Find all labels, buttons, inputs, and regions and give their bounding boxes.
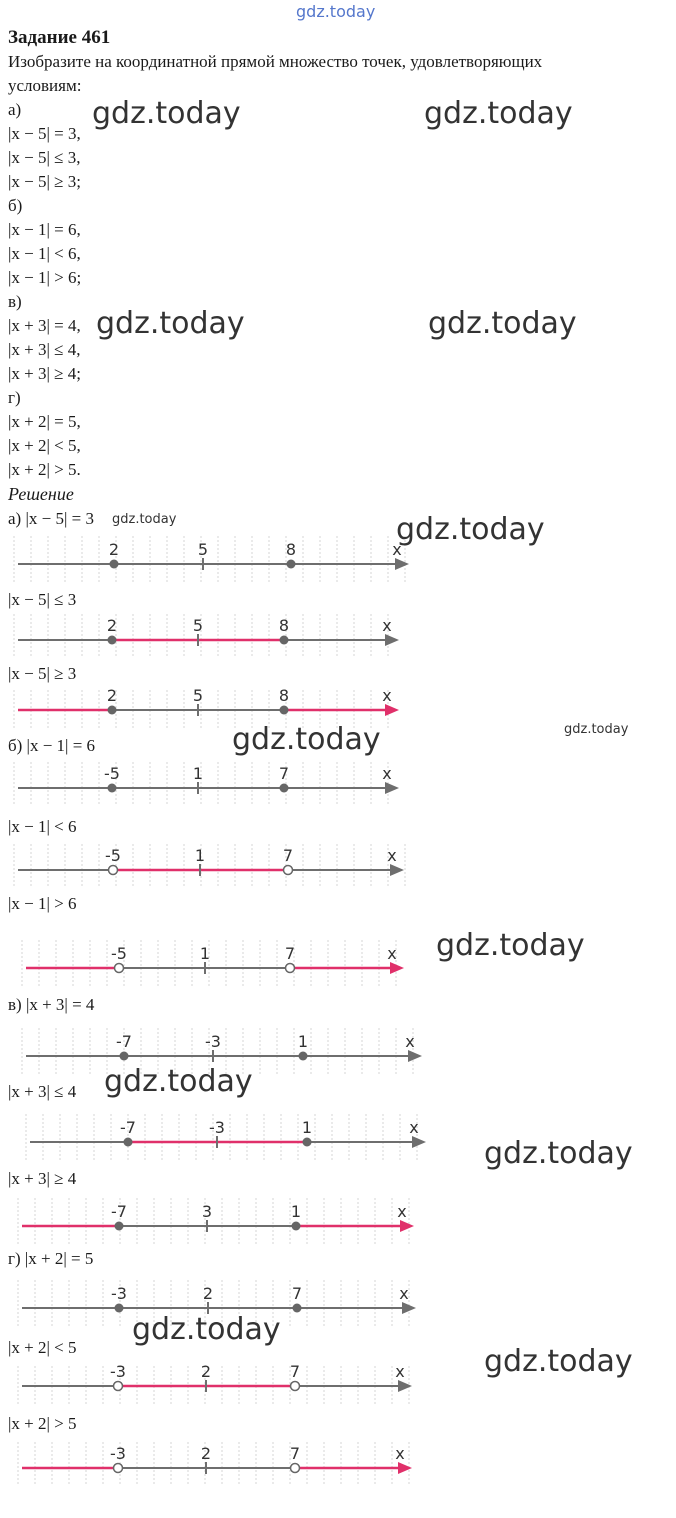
axis-arrow [408, 1050, 422, 1062]
filled-point [280, 784, 289, 793]
filled-point [110, 560, 119, 569]
tick-label: 7 [278, 764, 290, 783]
task-title: Задание 461 [8, 27, 111, 48]
condition-item: |x + 2| = 5, [8, 412, 81, 431]
watermark-text: gdz.today [112, 512, 177, 527]
tick-label: 5 [192, 686, 204, 705]
tick-label: 3 [201, 1202, 213, 1221]
tick-label: 1 [301, 1118, 313, 1137]
tick-label: 7 [289, 1444, 301, 1463]
tick-label: 1 [199, 944, 211, 963]
axis-label: x [409, 1118, 419, 1137]
filled-point [280, 706, 289, 715]
tick-label: 1 [297, 1032, 309, 1051]
axis-arrow [385, 782, 399, 794]
watermark-text: gdz.today [424, 96, 573, 131]
number-line-caption: б) |x − 1| = 6 [8, 736, 96, 755]
axis-arrow [398, 1462, 412, 1474]
tick-label: 8 [285, 540, 297, 559]
number-line-figure [10, 760, 405, 810]
watermark-text: gdz.today [564, 722, 629, 737]
tick-label: -3 [110, 1444, 126, 1463]
axis-arrow [412, 1136, 426, 1148]
axis-label: x [382, 764, 392, 783]
axis-arrow [398, 1380, 412, 1392]
part-label-b: б) [8, 196, 23, 215]
number-line-figure [10, 842, 410, 892]
axis-label: x [382, 616, 392, 635]
condition-item: |x − 5| = 3, [8, 124, 81, 143]
number-line-figure [22, 1112, 432, 1164]
condition-item: |x − 5| ≥ 3; [8, 172, 81, 191]
tick-label: -7 [116, 1032, 132, 1051]
part-label-a: а) [8, 100, 22, 119]
axis-label: x [399, 1284, 409, 1303]
number-line-figure [10, 534, 415, 586]
tick-label: 7 [282, 846, 294, 865]
tick-label: 7 [284, 944, 296, 963]
axis-arrow [390, 962, 404, 974]
watermark-text: gdz.today [132, 1312, 281, 1347]
tick-label: 2 [106, 686, 118, 705]
watermark-text: gdz.today [232, 722, 381, 757]
part-label-c: в) [8, 292, 22, 311]
number-line-figure [18, 938, 410, 990]
tick-label: 2 [200, 1444, 212, 1463]
watermark-text: gdz.today [104, 1064, 253, 1099]
tick-label: 8 [278, 616, 290, 635]
number-line-caption: |x + 2| < 5 [8, 1338, 77, 1357]
open-point [291, 1382, 300, 1391]
open-point [109, 866, 118, 875]
tick-label: 2 [202, 1284, 214, 1303]
number-line-caption: а) |x − 5| = 3 [8, 509, 94, 528]
task-text-line-1: Изобразите на координатной прямой множество точек, удовлетворяющих [8, 52, 543, 71]
axis-label: x [405, 1032, 415, 1051]
filled-point [287, 560, 296, 569]
filled-point [115, 1304, 124, 1313]
filled-point [108, 636, 117, 645]
tick-label: -5 [104, 764, 120, 783]
number-line-caption: |x + 2| > 5 [8, 1414, 77, 1433]
number-line-figure [14, 1364, 418, 1408]
filled-point [120, 1052, 129, 1061]
site-watermark-top: gdz.today [296, 2, 376, 21]
part-label-d: г) [8, 388, 21, 407]
watermark-text: gdz.today [484, 1344, 633, 1379]
watermark-text: gdz.today [436, 928, 585, 963]
open-point [286, 964, 295, 973]
condition-item: |x + 3| = 4, [8, 316, 81, 335]
watermark-text: gdz.today [396, 512, 545, 547]
condition-item: |x − 1| < 6, [8, 244, 81, 263]
open-point [114, 1464, 123, 1473]
condition-item: |x − 1| = 6, [8, 220, 81, 239]
filled-point [292, 1222, 301, 1231]
solution-heading: Решение [8, 484, 74, 504]
number-line-caption: |x − 1| < 6 [8, 817, 77, 836]
axis-arrow [390, 864, 404, 876]
filled-point [280, 636, 289, 645]
watermark-text: gdz.today [484, 1136, 633, 1171]
open-point [291, 1464, 300, 1473]
tick-label: -3 [110, 1362, 126, 1381]
condition-item: |x + 3| ≥ 4; [8, 364, 81, 383]
number-line-caption: |x − 5| ≤ 3 [8, 590, 77, 609]
axis-arrow [385, 634, 399, 646]
open-point [114, 1382, 123, 1391]
axis-label: x [387, 846, 397, 865]
filled-point [108, 784, 117, 793]
watermark-text: gdz.today [96, 306, 245, 341]
tick-label: 7 [289, 1362, 301, 1381]
axis-label: x [397, 1202, 407, 1221]
tick-label: 8 [278, 686, 290, 705]
tick-label: -5 [105, 846, 121, 865]
axis-label: x [382, 686, 392, 705]
watermark-text: gdz.today [428, 306, 577, 341]
axis-label: x [395, 1444, 405, 1463]
axis-label: x [395, 1362, 405, 1381]
filled-point [115, 1222, 124, 1231]
condition-item: |x − 1| > 6; [8, 268, 82, 287]
tick-label: -3 [209, 1118, 225, 1137]
tick-label: 1 [194, 846, 206, 865]
tick-label: -3 [205, 1032, 221, 1051]
tick-label: -3 [111, 1284, 127, 1303]
tick-label: 1 [192, 764, 204, 783]
open-point [284, 866, 293, 875]
condition-item: |x + 2| < 5, [8, 436, 81, 455]
axis-arrow [395, 558, 409, 570]
axis-arrow [385, 704, 399, 716]
number-line-caption: |x + 3| ≥ 4 [8, 1169, 77, 1188]
number-line-caption: |x − 1| > 6 [8, 894, 77, 913]
number-line-figure [14, 1440, 418, 1490]
number-line-figure [14, 1196, 420, 1248]
axis-label: x [387, 944, 397, 963]
tick-label: 2 [106, 616, 118, 635]
condition-item: |x + 2| > 5. [8, 460, 81, 479]
number-line-caption: |x + 3| ≤ 4 [8, 1082, 77, 1101]
tick-label: 2 [108, 540, 120, 559]
tick-label: -5 [111, 944, 127, 963]
filled-point [303, 1138, 312, 1147]
filled-point [108, 706, 117, 715]
filled-point [293, 1304, 302, 1313]
tick-label: 5 [197, 540, 209, 559]
number-line-figure [10, 612, 405, 662]
number-line-caption: в) |x + 3| = 4 [8, 995, 95, 1014]
tick-label: -7 [111, 1202, 127, 1221]
tick-label: 2 [200, 1362, 212, 1381]
number-line-caption: г) |x + 2| = 5 [8, 1249, 94, 1268]
number-line-caption: |x − 5| ≥ 3 [8, 664, 77, 683]
tick-label: 5 [192, 616, 204, 635]
watermark-text: gdz.today [92, 96, 241, 131]
tick-label: -7 [120, 1118, 136, 1137]
open-point [115, 964, 124, 973]
condition-item: |x + 3| ≤ 4, [8, 340, 81, 359]
filled-point [299, 1052, 308, 1061]
tick-label: 1 [290, 1202, 302, 1221]
axis-label: x [392, 540, 402, 559]
task-text-line-2: условиям: [8, 76, 82, 95]
condition-item: |x − 5| ≤ 3, [8, 148, 81, 167]
axis-arrow [400, 1220, 414, 1232]
filled-point [124, 1138, 133, 1147]
tick-label: 7 [291, 1284, 303, 1303]
